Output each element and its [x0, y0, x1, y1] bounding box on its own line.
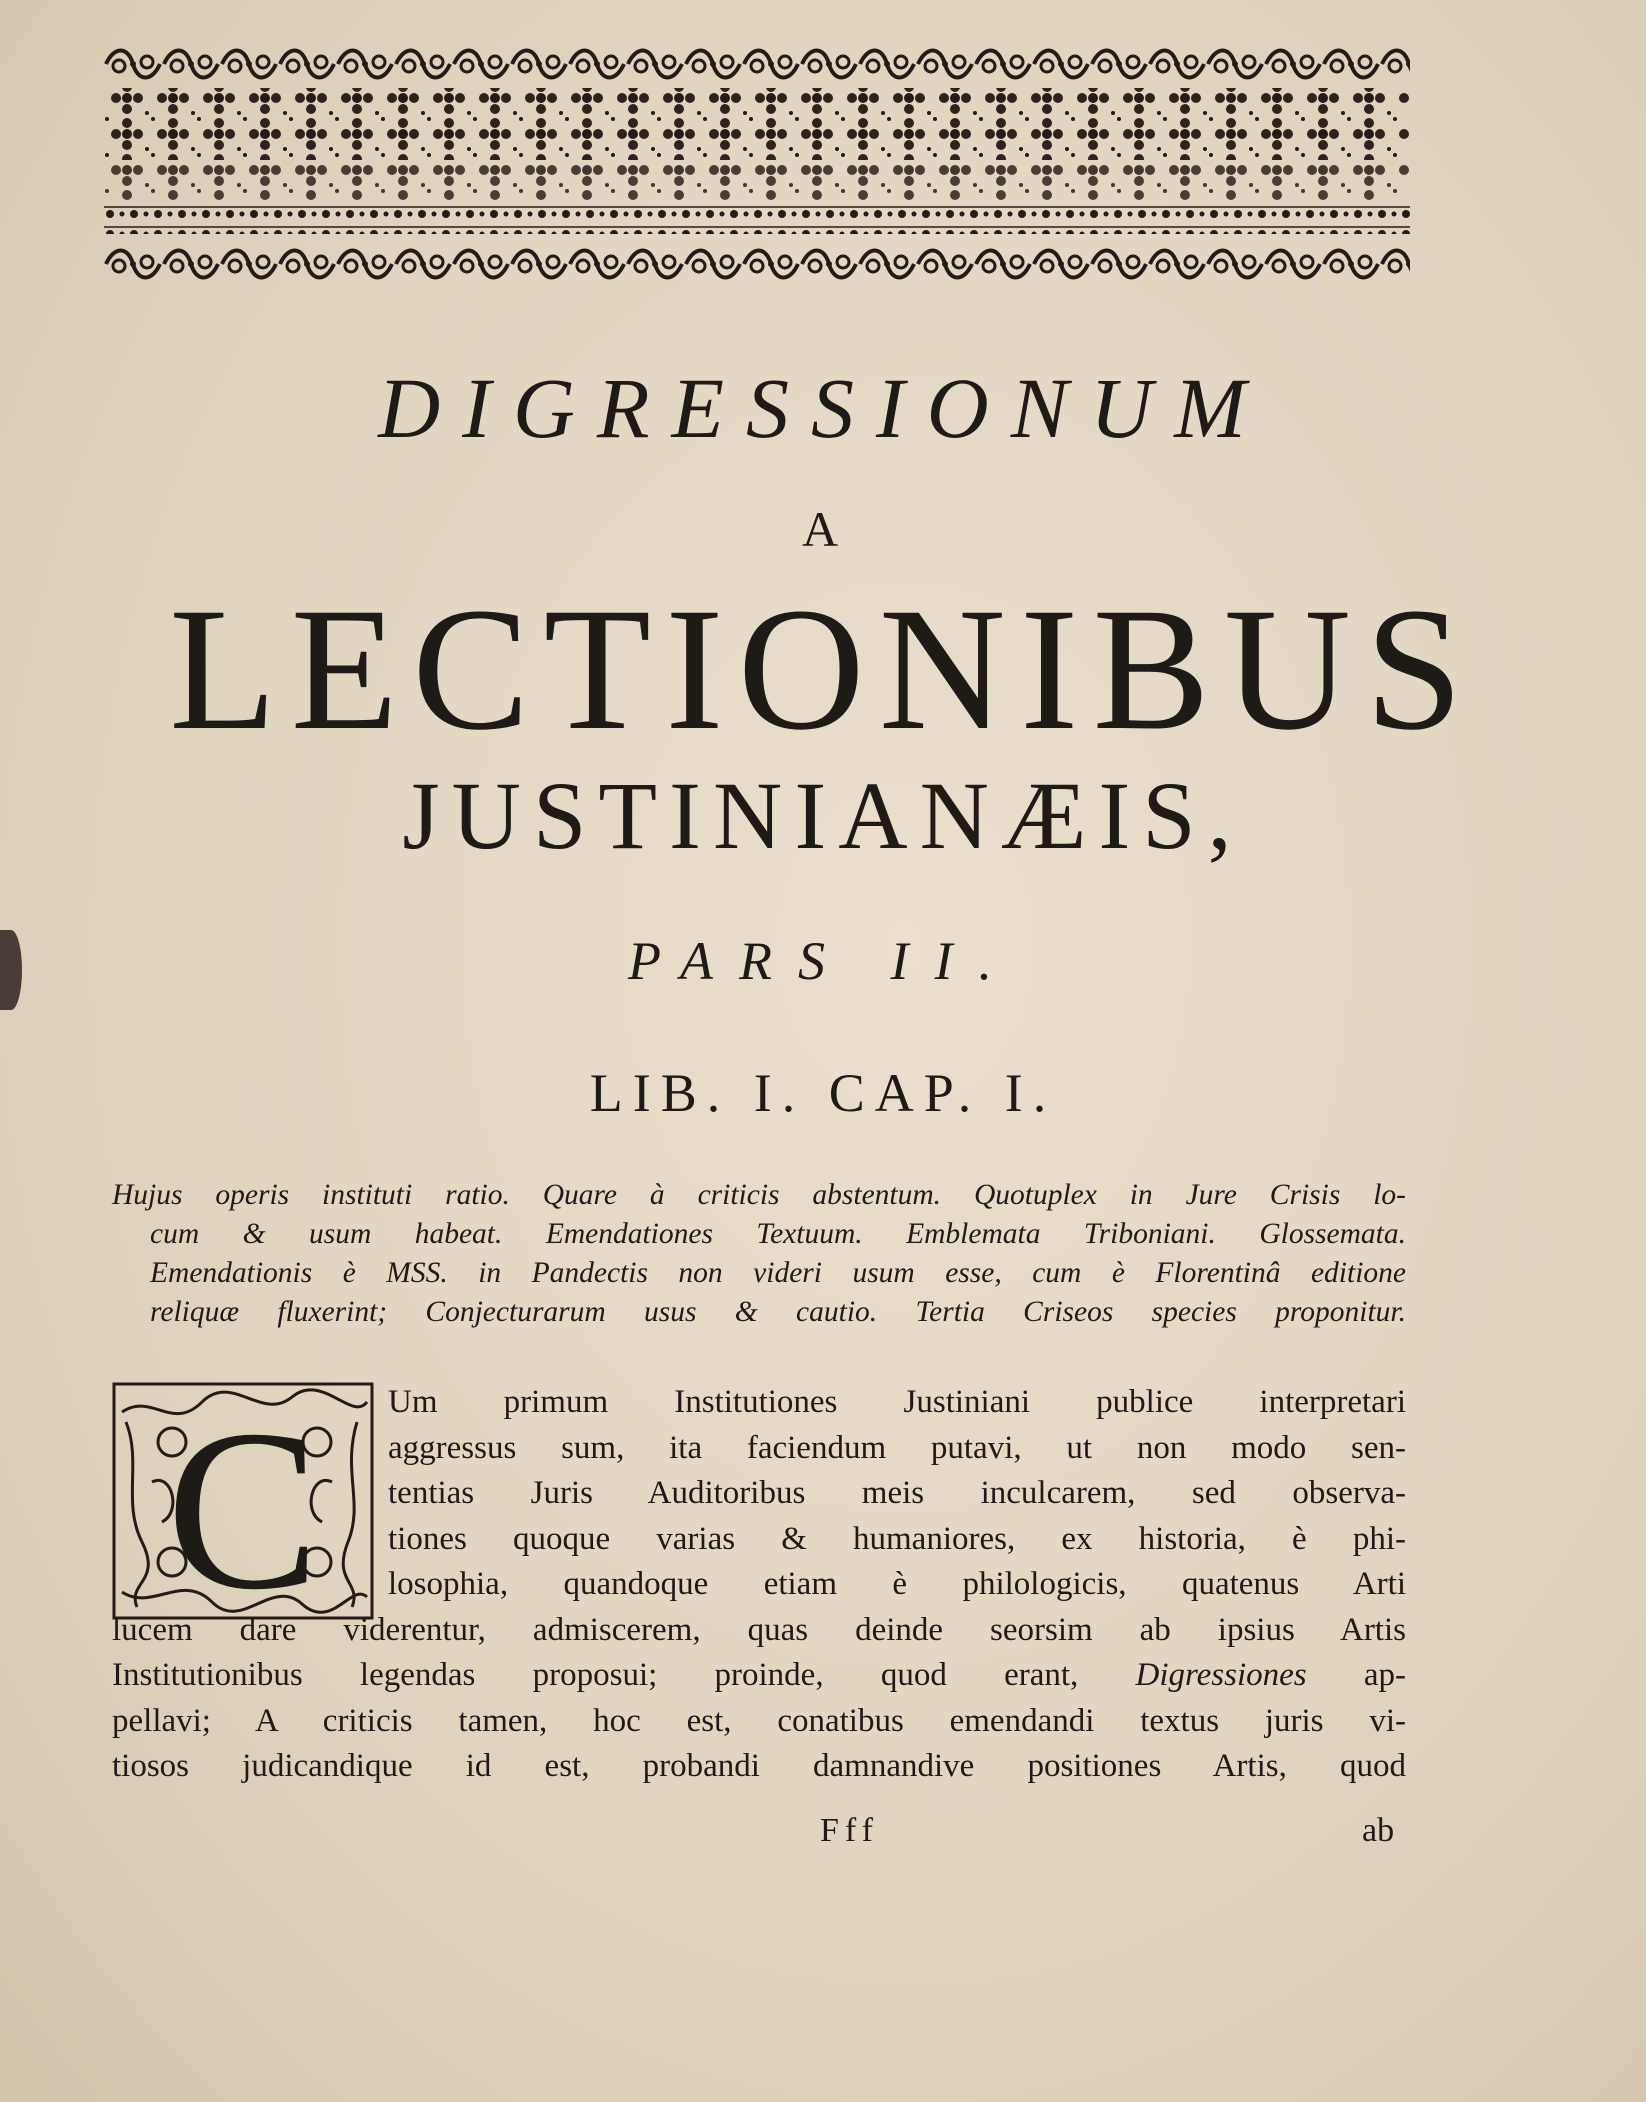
- ornamental-headpiece: [104, 44, 1410, 288]
- chapter-heading: LIB. I. CAP. I.: [589, 1063, 1057, 1123]
- body-line: tentias Juris Auditoribus meis inculcarem, sed observa-: [388, 1475, 1406, 1511]
- body-line-text: Institutionibus legendas proposui; proinde, quod erant,: [112, 1657, 1079, 1693]
- body-line: Um primum Institutiones Justiniani publice interpretari: [388, 1384, 1406, 1420]
- title-digressionum: DIGRESSIONUM: [378, 360, 1268, 456]
- summary-line: reliquæ fluxerint; Conjecturarum usus & cautio. Tertia Criseos species proponitur.: [150, 1296, 1406, 1328]
- body-line: [112, 1653, 1406, 1699]
- summary-line: Hujus operis instituti ratio. Quare à criticis abstentum. Quotuplex in Jure Crisis lo-: [112, 1179, 1406, 1211]
- title-lectionibus: LECTIONIBUS: [169, 572, 1477, 767]
- summary-line: cum & usum habeat. Emendationes Textuum. Emblemata Triboniani. Glossemata.: [150, 1218, 1406, 1250]
- title-justinianaeis: JUSTINIANÆIS,: [402, 762, 1244, 869]
- body-line: losophia, quandoque etiam è philologicis, quatenus Arti: [388, 1566, 1406, 1602]
- initial-letter: C: [166, 1382, 320, 1620]
- italic-term-digressiones: Digressiones: [1135, 1657, 1307, 1693]
- body-paragraph: [112, 1380, 1406, 1790]
- chapter-summary: [112, 1176, 1406, 1332]
- body-line: pellavi; A criticis tamen, hoc est, conatibus emendandi textus juris vi-: [112, 1702, 1406, 1739]
- title-a: A: [801, 501, 845, 557]
- summary-line: Emendationis è MSS. in Pandectis non videri usum esse, cum è Florentinâ editione: [150, 1257, 1406, 1289]
- part-heading: PARS II.: [628, 931, 1018, 991]
- signature-mark: Fff: [820, 1812, 879, 1849]
- body-line: lucem dare viderentur, admiscerem, quas deinde seorsim ab ipsius Artis: [112, 1611, 1406, 1648]
- body-line: tiones quoque varias & humaniores, ex historia, è phi-: [388, 1520, 1406, 1557]
- body-line: aggressus sum, ita faciendum putavi, ut non modo sen-: [388, 1429, 1406, 1466]
- catchword: ab: [1362, 1812, 1395, 1849]
- body-line-hyphen: ap-: [1363, 1657, 1407, 1693]
- body-line: tiosos judicandique id est, probandi damnandive positiones Artis, quod: [112, 1748, 1406, 1784]
